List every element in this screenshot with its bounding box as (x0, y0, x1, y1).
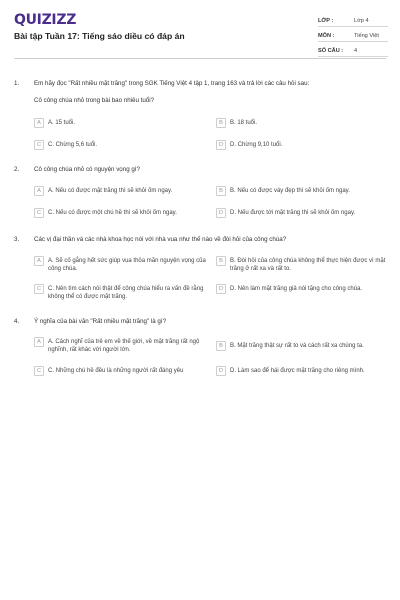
option-d[interactable] (216, 366, 396, 376)
option-text: A. 15 tuổi. (48, 120, 76, 126)
option-b[interactable] (216, 341, 396, 351)
question-2 (14, 166, 390, 226)
option-b[interactable] (216, 118, 388, 128)
option-text: A. Nếu có được mặt trăng thì sẽ khỏi ốm ngay. (48, 188, 173, 194)
option-text: A. Cách nghĩ của trẻ em về thế giới, về mặt trăng rất ngộ nghĩnh, rất khác với người lớn. (48, 339, 200, 353)
option-letter: B (216, 186, 226, 196)
question-4 (14, 318, 390, 388)
meta-row-grade (318, 12, 388, 27)
option-letter: B (216, 118, 226, 128)
option-text: D. Làm sao để hái được mặt trăng cho riêng mình. (230, 368, 365, 374)
option-text: B. 18 tuổi. (230, 120, 258, 126)
option-letter: B (216, 341, 226, 351)
option-c[interactable] (34, 140, 206, 150)
option-letter: D (216, 284, 226, 294)
option-letter: A (34, 256, 44, 266)
option-letter: D (216, 140, 226, 150)
option-letter: C (34, 140, 44, 150)
option-b[interactable] (216, 186, 388, 196)
option-text: D. Nên làm mặt trăng giả nói tặng cho công chúa. (230, 286, 363, 292)
question-text: Cô công chúa nhỏ có nguyện vọng gì? (34, 166, 140, 173)
option-d[interactable] (216, 284, 390, 294)
question-number: 3. (14, 236, 20, 243)
option-letter: B (216, 256, 226, 266)
question-number: 4. (14, 318, 20, 325)
option-a[interactable] (34, 256, 210, 273)
meta-key: LỚP : (318, 18, 334, 24)
option-text: C. Nếu có được một chú hề thì sẽ khỏi ốm ngay. (48, 210, 177, 216)
option-text: C. Chừng 5,6 tuổi. (48, 142, 98, 148)
meta-row-subject (318, 27, 388, 42)
question-number: 1. (14, 80, 20, 87)
meta-key: MÔN : (318, 33, 335, 39)
option-d[interactable] (216, 140, 388, 150)
option-text: C. Nên tìm cách nói thật để công chúa hiểu ra vấn đề rằng không thể có được mặt trăng. (48, 286, 204, 300)
option-letter: D (216, 366, 226, 376)
worksheet-meta (318, 12, 388, 57)
option-d[interactable] (216, 208, 388, 218)
question-1 (14, 80, 390, 152)
option-a[interactable] (34, 118, 206, 128)
question-3 (14, 236, 390, 306)
meta-value: Tiếng Việt (354, 33, 379, 39)
option-text: C. Những chú hề đều là những người rất đáng yêu (48, 368, 184, 374)
option-letter: A (34, 186, 44, 196)
question-subtext: Cô công chúa nhỏ trong bài bao nhiêu tuổi? (34, 97, 155, 104)
option-text: D. Chừng 9,10 tuổi. (230, 142, 283, 148)
question-text: Em hãy đọc "Rất nhiều mặt trăng" trong SGK Tiếng Việt 4 tập 1, trang 163 và trả lời các câu hỏi sau: (34, 80, 310, 87)
meta-value: Lớp 4 (354, 18, 369, 24)
option-b[interactable] (216, 256, 390, 273)
option-letter: A (34, 118, 44, 128)
header-divider (14, 58, 386, 59)
quizizz-logo: QUIZIZZ (14, 12, 77, 28)
option-c[interactable] (34, 366, 210, 376)
question-text: Các vị đại thần và các nhà khoa học nói với nhà vua như thế nào về đòi hỏi của công chúa? (34, 236, 287, 243)
option-text: B. Mặt trăng thật sự rất to và cách rất xa chúng ta. (230, 343, 364, 349)
option-text: A. Sẽ cố gắng hết sức giúp vua thỏa mãn nguyện vọng của công chúa. (48, 258, 206, 272)
option-a[interactable] (34, 186, 206, 196)
option-c[interactable] (34, 208, 206, 218)
meta-row-count (318, 42, 388, 57)
option-text: B. Đòi hỏi của công chúa không thể thực hiện được vì mặt trăng ở rất xa và rất to. (230, 258, 386, 272)
option-letter: D (216, 208, 226, 218)
option-letter: C (34, 208, 44, 218)
question-text: Ý nghĩa của bài văn "Rất nhiều mặt trăng" là gì? (34, 318, 167, 325)
option-text: B. Nếu có được váy đẹp thì sẽ khỏi ốm ngay. (230, 188, 350, 194)
option-text: D. Nếu được tới mặt trăng thì sẽ khỏi ốm ngay. (230, 210, 356, 216)
worksheet-title: Bài tập Tuần 17: Tiếng sáo diều có đáp án (14, 31, 185, 41)
meta-key: SỐ CÂU : (318, 48, 344, 54)
option-c[interactable] (34, 284, 210, 301)
option-letter: A (34, 337, 44, 347)
option-letter: C (34, 366, 44, 376)
option-letter: C (34, 284, 44, 294)
question-number: 2. (14, 166, 20, 173)
meta-value: 4 (354, 48, 358, 54)
option-a[interactable] (34, 337, 210, 354)
